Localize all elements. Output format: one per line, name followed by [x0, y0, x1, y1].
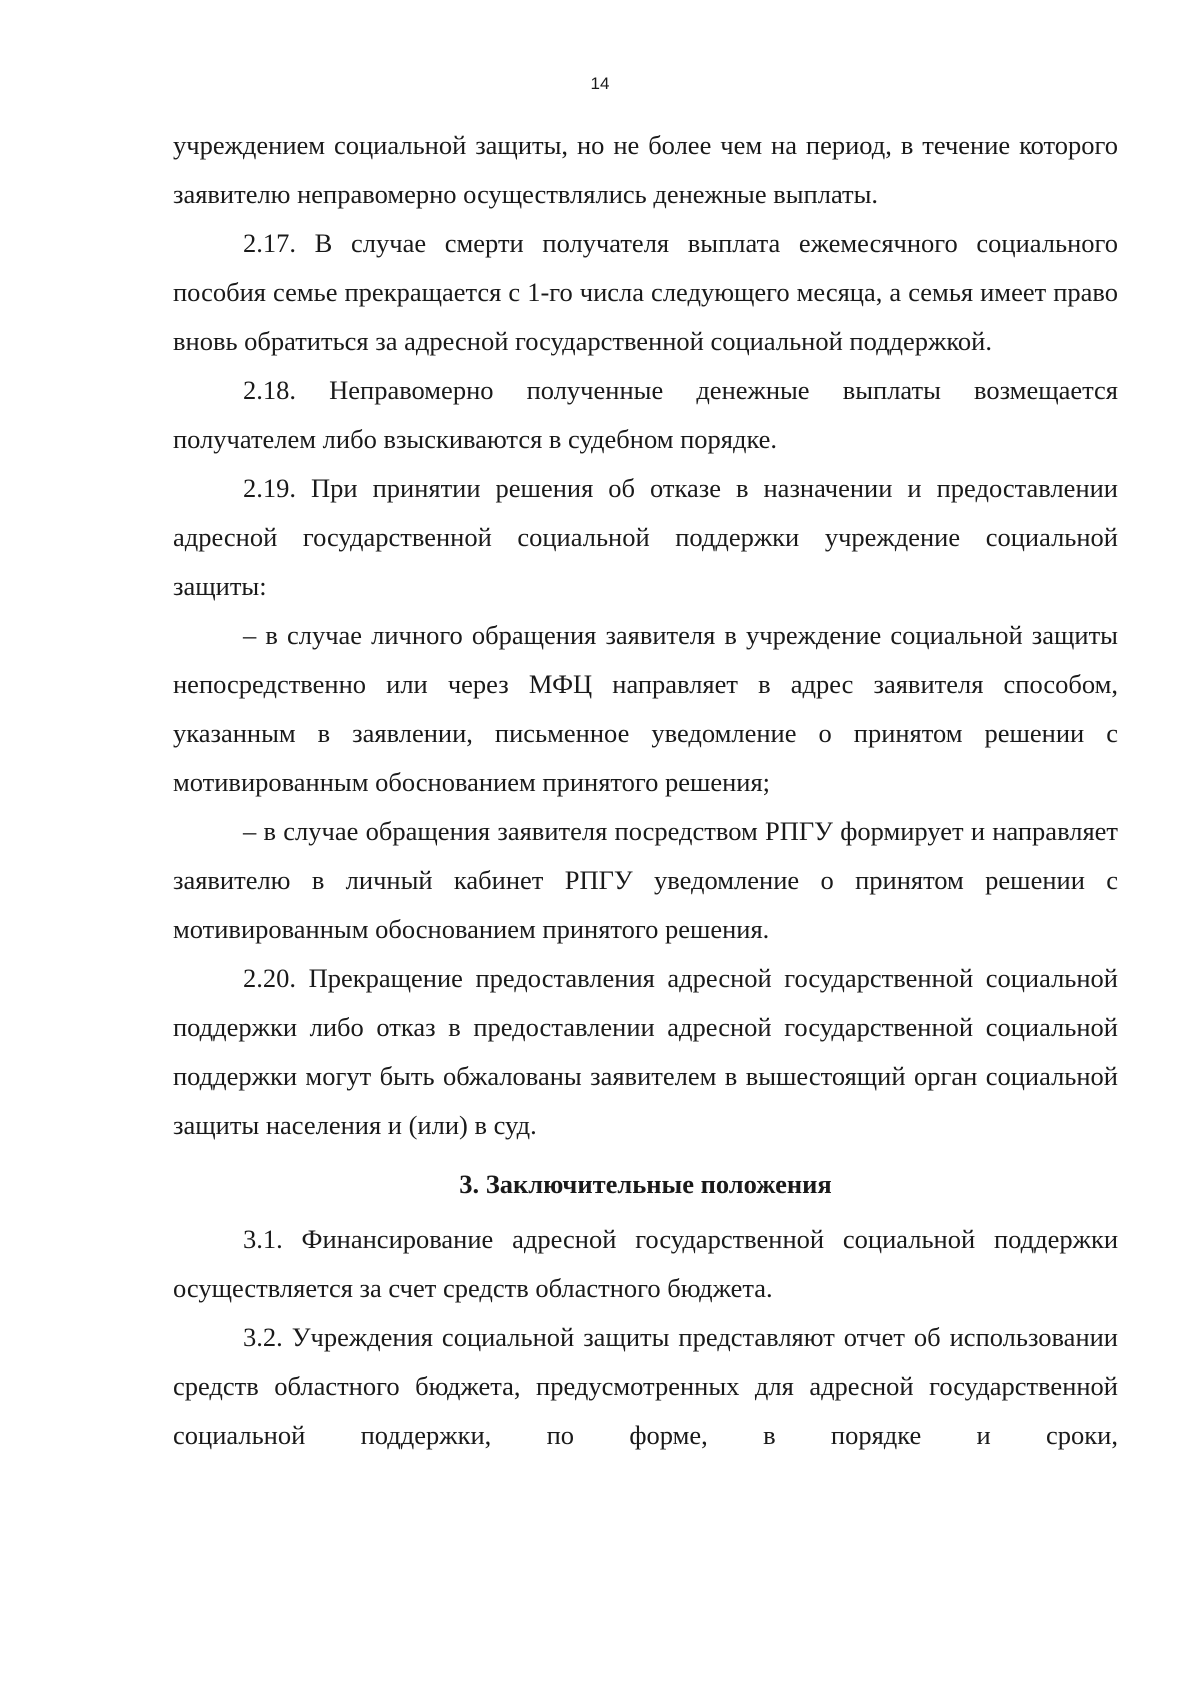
- paragraph-2-18: 2.18. Неправомерно полученные денежные выплаты возмещается получателем либо взыскиваются в судебном порядке.: [173, 375, 1118, 454]
- page-number: 14: [590, 74, 610, 93]
- paragraph-2-17: 2.17. В случае смерти получателя выплата ежемесячного социального пособия семье прекращается с 1-го числа следующего месяца, а семья имеет право вновь обратиться за адресной государственной социальной поддержкой.: [173, 228, 1118, 356]
- document-body: [173, 121, 1118, 1460]
- section-heading: 3. Заключительные положения: [459, 1169, 832, 1199]
- paragraph-continuation: учреждением социальной защиты, но не более чем на период, в течение которого заявителю неправомерно осуществлялись денежные выплаты.: [173, 130, 1118, 209]
- paragraph-2-19-item-1: – в случае личного обращения заявителя в учреждение социальной защиты непосредственно или через МФЦ направляет в адрес заявителя способом, указанным в заявлении, письменное уведомление о принятом решении с мотивированным обоснованием принятого решения;: [173, 620, 1118, 797]
- paragraph-2-19-item-2: – в случае обращения заявителя посредством РПГУ формирует и направляет заявителю в личный кабинет РПГУ уведомление о принятом решении с мотивированным обоснованием принятого решения.: [173, 816, 1118, 944]
- paragraph-2-19: 2.19. При принятии решения об отказе в назначении и предоставлении адресной государственной социальной поддержки учреждение социальной защиты:: [173, 473, 1118, 601]
- paragraph-3-2: 3.2. Учреждения социальной защиты представляют отчет об использовании средств областного бюджета, предусмотренных для адресной государственной социальной поддержки, по форме, в порядке и сроки,: [173, 1322, 1118, 1450]
- paragraph-3-1: 3.1. Финансирование адресной государственной социальной поддержки осуществляется за счет средств областного бюджета.: [173, 1224, 1118, 1303]
- paragraph-2-20: 2.20. Прекращение предоставления адресной государственной социальной поддержки либо отказ в предоставлении адресной государственной социальной поддержки могут быть обжалованы заявителем в вышестоящий орган социальной защиты населения и (или) в суд.: [173, 963, 1118, 1140]
